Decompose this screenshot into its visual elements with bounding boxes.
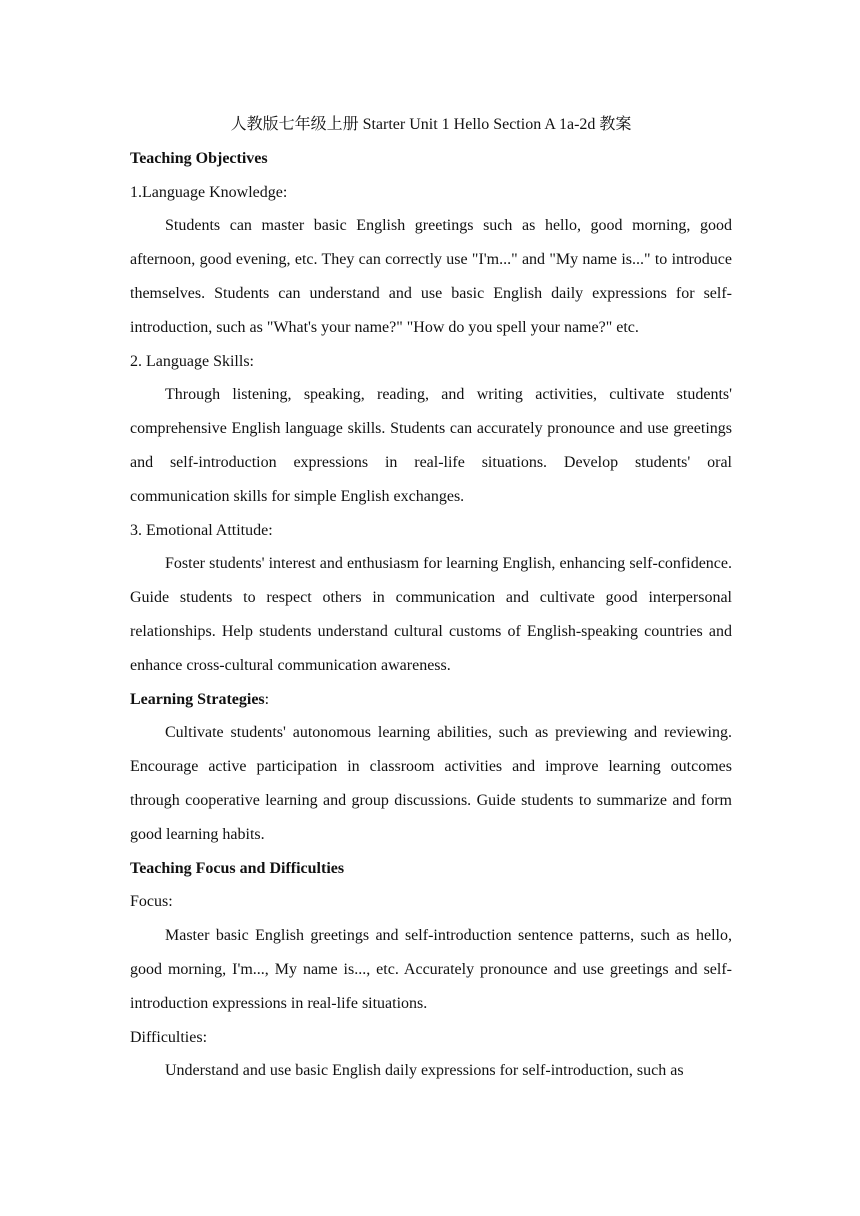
learning-strategies-colon: : <box>264 690 270 708</box>
language-skills-paragraph: Through listening, speaking, reading, and writing activities, cultivate students' comprehensive English language skills. Students can accurately pronounce and use greetings and self-introduction expressions in real-life situations. Develop students' oral communication skills for simple English exchanges. <box>130 386 732 505</box>
focus-label: Focus: <box>130 893 173 911</box>
focus-difficulties-heading: Teaching Focus and Difficulties <box>130 859 345 877</box>
emotional-attitude-paragraph: Foster students' interest and enthusiasm for learning English, enhancing self-confidence. Guide students to respect others in communication and cultivate good interpersonal relationships. Help students understand cultural customs of English-speaking countries and enhance cross-cultural communication awareness. <box>130 555 732 674</box>
learning-strategies-heading: Learning Strategies <box>130 690 265 708</box>
difficulties-label: Difficulties: <box>130 1028 208 1046</box>
document-title: 人教版七年级上册 Starter Unit 1 Hello Section A 1a-2d 教案 <box>230 116 632 133</box>
language-skills-label: 2. Language Skills: <box>130 352 254 370</box>
emotional-attitude-label: 3. Emotional Attitude: <box>130 521 273 539</box>
language-knowledge-paragraph: Students can master basic English greetings such as hello, good morning, good afternoon, good evening, etc. They can correctly use "I'm..." and "My name is..." to introduce themselves. Students can understand and use basic English daily expressions for self-introduction, such as "What's your name?" "How do you spell your name?" etc. <box>130 217 732 336</box>
focus-paragraph: Master basic English greetings and self-introduction sentence patterns, such as hello, good morning, I'm..., My name is..., etc. Accurately pronounce and use greetings and self-introduction expressions in real-life situations. <box>130 927 732 1012</box>
difficulties-paragraph: Understand and use basic English daily expressions for self-introduction, such as <box>165 1062 684 1080</box>
document-page <box>130 108 732 1088</box>
learning-strategies-heading-line <box>130 683 732 717</box>
learning-strategies-paragraph: Cultivate students' autonomous learning abilities, such as previewing and reviewing. Encourage active participation in classroom activities and improve learning outcomes through cooperative learning and group discussions. Guide students to summarize and form good learning habits. <box>130 724 732 843</box>
teaching-objectives-heading: Teaching Objectives <box>130 149 268 167</box>
language-knowledge-label: 1.Language Knowledge: <box>130 183 288 201</box>
